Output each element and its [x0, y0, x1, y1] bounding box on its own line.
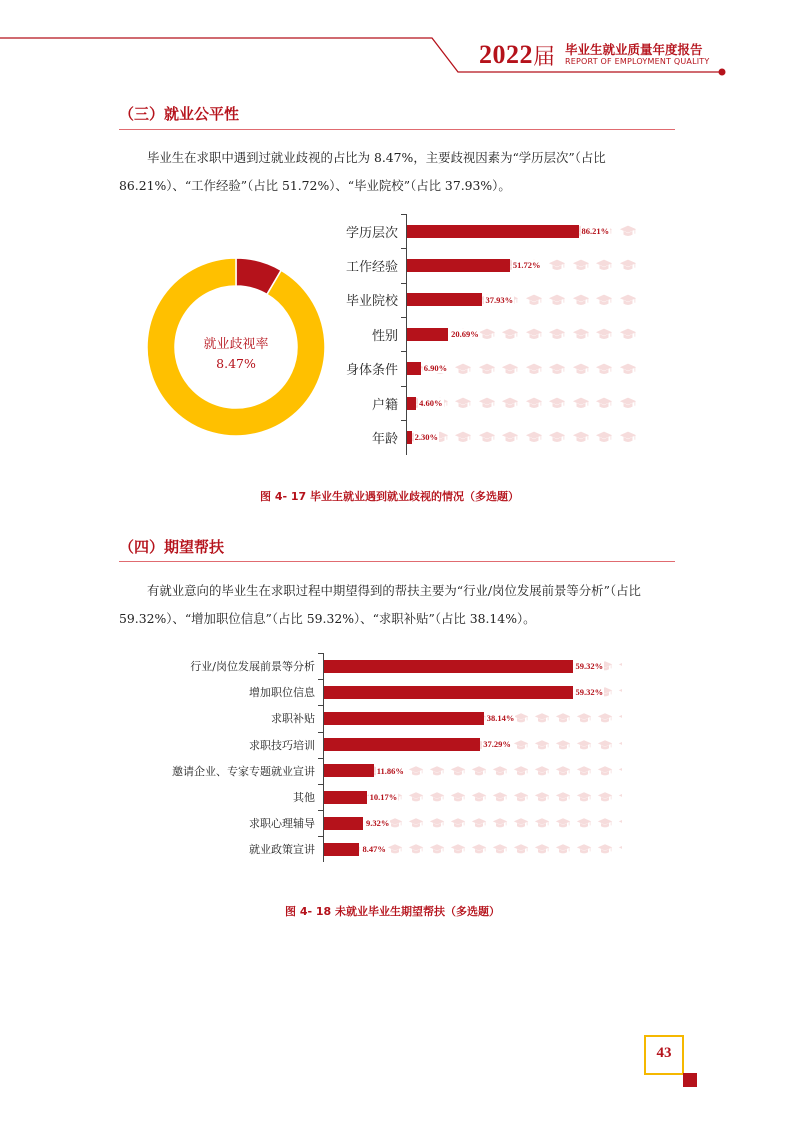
- graduation-cap-icon: [429, 815, 445, 831]
- graduation-cap-icon: [572, 360, 590, 378]
- graduation-cap-icon: [572, 394, 590, 412]
- bar-value-label: 37.29%: [483, 739, 511, 750]
- category-label: 邀请企业、专家专题就业宣讲: [172, 764, 315, 778]
- graduation-cap-icon: [597, 841, 613, 857]
- graduation-cap-icon: [572, 291, 590, 309]
- axis-tick: [401, 283, 406, 284]
- category-label: 就业政策宣讲: [249, 843, 315, 857]
- section-title-fairness: （三）就业公平性: [119, 105, 240, 123]
- graduation-cap-icon: [555, 789, 571, 805]
- bar-value-label: 51.72%: [512, 260, 541, 271]
- category-label: 其他: [293, 791, 315, 805]
- graduation-cap-icon: [478, 360, 496, 378]
- graduation-cap-icon: [408, 789, 424, 805]
- axis-tick: [401, 248, 406, 249]
- bar: [407, 328, 448, 341]
- bar-value-label: 59.32%: [575, 660, 604, 671]
- donut-center-value: 8.47%: [216, 356, 256, 371]
- graduation-cap-icon: [525, 360, 543, 378]
- graduation-cap-icon: [492, 789, 508, 805]
- bar: [324, 764, 374, 777]
- graduation-cap-icon: [454, 360, 472, 378]
- bar-value-label: 59.32%: [575, 686, 604, 697]
- graduation-cap-icon: [450, 815, 466, 831]
- report-title: 毕业生就业质量年度报告: [565, 42, 703, 57]
- category-label: 求职心理辅导: [249, 817, 315, 831]
- section-paragraph: 有就业意向的毕业生在求职过程中期望得到的帮扶主要为“行业/岗位发展前景等分析”（占比 59.32%）、“增加职位信息”（占比 59.32%）、“求职补贴”（占比 38.14%）。: [119, 583, 641, 626]
- graduation-cap-icon: [595, 394, 613, 412]
- bar-value-label: 2.30%: [414, 432, 438, 443]
- graduation-cap-icon: [555, 763, 571, 779]
- graduation-cap-icon: [534, 737, 550, 753]
- graduation-cap-icon: [548, 325, 566, 343]
- graduation-cap-icon: [454, 394, 472, 412]
- graduation-cap-icon: [525, 291, 543, 309]
- axis-tick: [318, 758, 323, 759]
- bar-value-label: 4.60%: [419, 397, 443, 408]
- section-divider: [119, 129, 675, 130]
- graduation-cap-icon: [576, 710, 592, 726]
- graduation-cap-icon: [471, 789, 487, 805]
- graduation-cap-icon: [555, 737, 571, 753]
- graduation-cap-icon: [408, 763, 424, 779]
- graduation-cap-icon: [387, 841, 403, 857]
- graduation-cap-icon: [513, 763, 529, 779]
- bar: [324, 738, 480, 751]
- bar: [407, 259, 510, 272]
- graduation-cap-icon: [534, 789, 550, 805]
- category-label: 毕业院校: [345, 294, 398, 310]
- graduation-cap-icon: [454, 428, 472, 446]
- category-label: 身体条件: [345, 363, 398, 379]
- graduation-cap-icon: [618, 763, 622, 779]
- category-label: 工作经验: [345, 260, 398, 276]
- graduation-cap-icon: [595, 256, 613, 274]
- report-title-en: REPORT OF EMPLOYMENT QUALITY: [565, 57, 710, 66]
- figure-caption-4-17: 图 4- 17 毕业生就业遇到就业歧视的情况（多选题）: [260, 490, 520, 503]
- graduation-cap-icon: [450, 789, 466, 805]
- graduation-cap-icon: [597, 710, 613, 726]
- graduation-cap-icon: [478, 325, 496, 343]
- graduation-cap-icon: [429, 789, 445, 805]
- graduation-cap-icon: [534, 763, 550, 779]
- bar: [324, 817, 363, 830]
- graduation-cap-icon: [471, 763, 487, 779]
- bar-value-label: 38.14%: [486, 713, 515, 724]
- category-label: 年龄: [371, 432, 398, 448]
- bar-value-label: 9.32%: [366, 817, 390, 828]
- category-label: 增加职位信息: [249, 686, 315, 700]
- graduation-cap-icon: [548, 394, 566, 412]
- bar-value-label: 20.69%: [451, 328, 479, 339]
- category-label: 性别: [371, 328, 398, 344]
- graduation-cap-icon: [450, 841, 466, 857]
- axis-tick: [318, 784, 323, 785]
- axis-tick: [318, 836, 323, 837]
- bar: [407, 397, 416, 410]
- axis-tick: [318, 679, 323, 680]
- graduation-cap-icon: [513, 737, 529, 753]
- graduation-cap-icon: [471, 841, 487, 857]
- graduation-cap-icon: [513, 815, 529, 831]
- graduation-cap-icon: [513, 841, 529, 857]
- graduation-cap-icon: [618, 841, 622, 857]
- axis-tick: [401, 214, 406, 215]
- graduation-cap-icon: [618, 737, 622, 753]
- graduation-cap-icon: [525, 428, 543, 446]
- graduation-cap-icon: [534, 710, 550, 726]
- category-label: 求职技巧培训: [249, 738, 315, 752]
- graduation-cap-icon: [597, 737, 613, 753]
- bar: [407, 362, 421, 375]
- graduation-cap-icon: [597, 815, 613, 831]
- bar: [324, 660, 573, 673]
- graduation-cap-icon: [597, 789, 613, 805]
- axis-tick: [401, 386, 406, 387]
- graduation-cap-icon: [492, 815, 508, 831]
- bar-value-label: 8.47%: [362, 844, 386, 855]
- graduation-cap-icon: [429, 841, 445, 857]
- graduation-cap-icon: [618, 710, 622, 726]
- category-label: 学历层次: [345, 225, 398, 241]
- axis-tick: [318, 732, 323, 733]
- graduation-cap-icon: [501, 325, 519, 343]
- graduation-cap-icon: [534, 815, 550, 831]
- axis-tick: [401, 317, 406, 318]
- graduation-cap-icon: [619, 325, 637, 343]
- graduation-cap-icon: [501, 360, 519, 378]
- bar-value-label: 37.93%: [485, 294, 514, 305]
- graduation-cap-icon: [572, 325, 590, 343]
- graduation-cap-icon: [597, 763, 613, 779]
- bar: [407, 225, 579, 238]
- placeholder-icon-track: [407, 428, 639, 446]
- graduation-cap-icon: [408, 841, 424, 857]
- graduation-cap-icon: [576, 763, 592, 779]
- graduation-cap-icon: [548, 428, 566, 446]
- bar: [324, 843, 359, 856]
- graduation-cap-icon: [501, 394, 519, 412]
- section-divider: [119, 561, 675, 562]
- graduation-cap-icon: [576, 789, 592, 805]
- graduation-cap-icon: [478, 428, 496, 446]
- graduation-cap-icon: [618, 789, 622, 805]
- graduation-cap-icon: [501, 428, 519, 446]
- graduation-cap-icon: [478, 394, 496, 412]
- axis-tick: [318, 810, 323, 811]
- category-label: 行业/岗位发展前景等分析: [190, 660, 315, 674]
- graduation-cap-icon: [513, 789, 529, 805]
- bar-value-label: 86.21%: [581, 225, 610, 236]
- graduation-cap-icon: [619, 222, 637, 240]
- graduation-cap-icon: [555, 815, 571, 831]
- graduation-cap-icon: [492, 841, 508, 857]
- graduation-cap-icon: [548, 291, 566, 309]
- graduation-cap-icon: [525, 325, 543, 343]
- category-label: 户籍: [371, 397, 398, 413]
- graduation-cap-icon: [618, 684, 622, 700]
- graduation-cap-icon: [525, 394, 543, 412]
- graduation-cap-icon: [548, 360, 566, 378]
- graduation-cap-icon: [618, 815, 622, 831]
- axis-tick: [318, 705, 323, 706]
- donut-center-label: 就业歧视率: [203, 337, 269, 352]
- graduation-cap-icon: [618, 658, 622, 674]
- section-title-assistance: （四）期望帮扶: [119, 538, 225, 556]
- graduation-cap-icon: [576, 737, 592, 753]
- bar-value-label: 10.17%: [369, 791, 398, 802]
- graduation-cap-icon: [619, 360, 637, 378]
- graduation-cap-icon: [619, 394, 637, 412]
- axis-tick: [401, 420, 406, 421]
- page-corner-square: [683, 1073, 697, 1087]
- bar: [324, 712, 484, 725]
- graduation-cap-icon: [576, 841, 592, 857]
- bar-value-label: 11.86%: [376, 765, 404, 776]
- axis-tick: [401, 351, 406, 352]
- graduation-cap-icon: [595, 360, 613, 378]
- graduation-cap-icon: [450, 763, 466, 779]
- graduation-cap-icon: [619, 428, 637, 446]
- graduation-cap-icon: [595, 325, 613, 343]
- graduation-cap-icon: [555, 710, 571, 726]
- graduation-cap-icon: [595, 291, 613, 309]
- graduation-cap-icon: [572, 256, 590, 274]
- graduation-cap-icon: [492, 763, 508, 779]
- page-number: 43: [656, 1045, 672, 1061]
- graduation-cap-icon: [572, 428, 590, 446]
- bar: [407, 293, 482, 306]
- figure-caption-4-18: 图 4- 18 未就业毕业生期望帮扶（多选题）: [285, 905, 501, 918]
- graduation-cap-icon: [534, 841, 550, 857]
- bar-value-label: 6.90%: [423, 363, 448, 374]
- graduation-cap-icon: [429, 763, 445, 779]
- graduation-cap-icon: [619, 291, 637, 309]
- graduation-cap-icon: [408, 815, 424, 831]
- graduation-cap-icon: [471, 815, 487, 831]
- graduation-cap-icon: [555, 841, 571, 857]
- graduation-cap-icon: [619, 256, 637, 274]
- graduation-cap-icon: [548, 256, 566, 274]
- bar: [407, 431, 412, 444]
- graduation-cap-icon: [595, 428, 613, 446]
- bar: [324, 686, 573, 699]
- category-label: 求职补贴: [271, 712, 315, 726]
- report-year: 2022: [479, 40, 533, 69]
- report-year-suffix: 届: [533, 45, 556, 70]
- graduation-cap-icon: [576, 815, 592, 831]
- section-paragraph: 毕业生在求职中遇到过就业歧视的占比为 8.47%，主要歧视因素为“学历层次”（占比 86.21%）、“工作经验”（占比 51.72%）、“毕业院校”（占比 37.93%）。: [119, 150, 606, 193]
- bar: [324, 791, 367, 804]
- axis-tick: [318, 653, 323, 654]
